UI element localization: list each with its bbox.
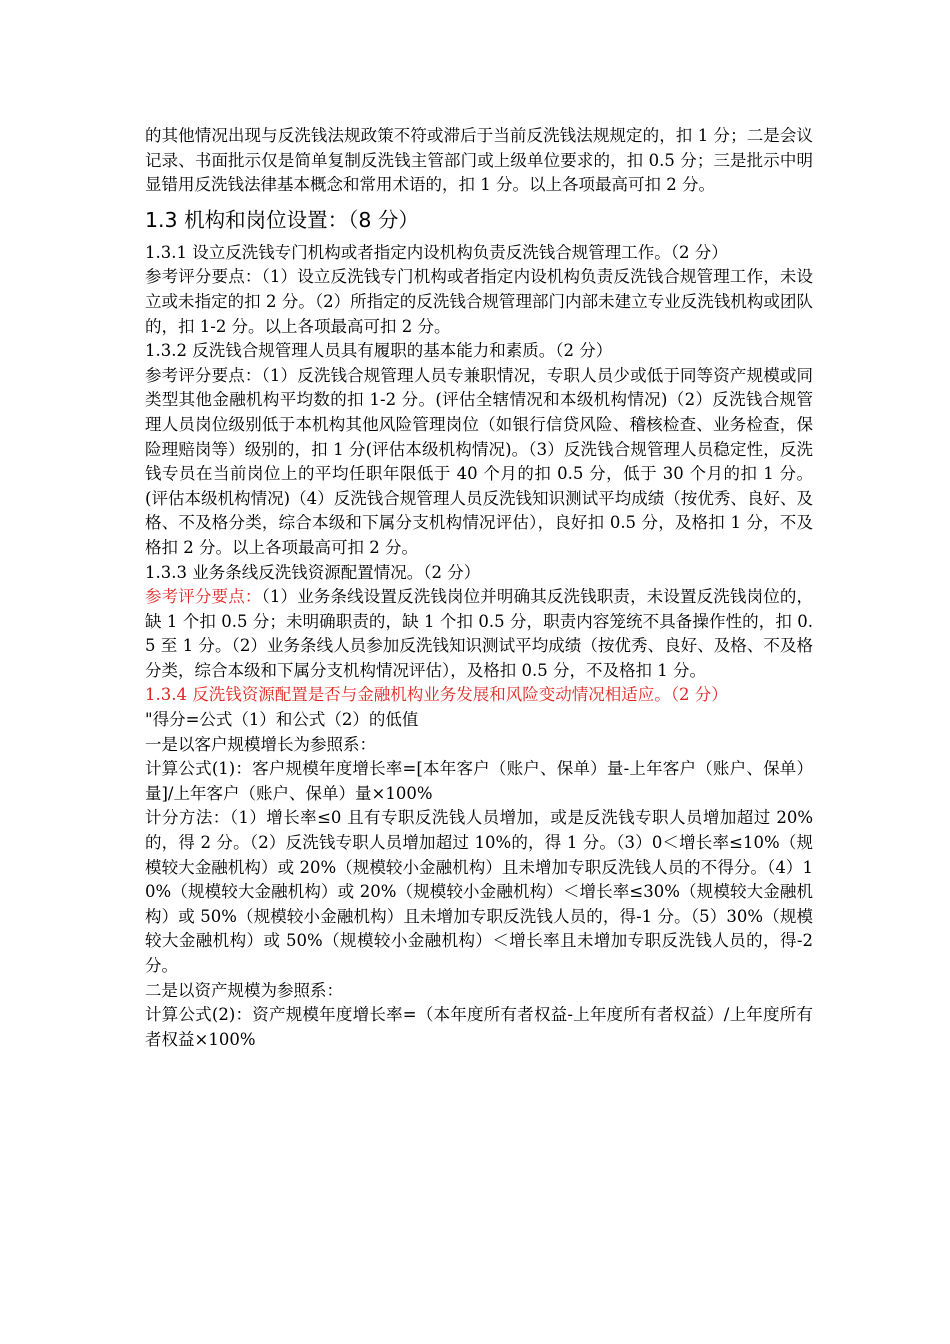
item-title: 1.3.2 反洗钱合规管理人员具有履职的基本能力和素质。（2 分）: [145, 341, 613, 361]
item-title: 1.3.1 设立反洗钱专门机构或者指定内设机构负责反洗钱合规管理工作。（2 分）: [145, 242, 728, 262]
reference-1-title: 一是以客户规模增长为参照系：: [145, 734, 376, 754]
criteria-text: （1）业务条线设置反洗钱岗位并明确其反洗钱职责，未设置反洗钱岗位的，缺 1 个扣 0.5 分；未明确职责的，缺 1 个扣 0.5 分，职责内容笼统不具备操作性的，扣 0.5 至 1 分。（2）业务条线人员参加反洗钱知识测试平均成绩（按优秀、良好、及格、不及格分类，综合本级和下属分支机构情况评估），及格扣 0.5 分，不及格扣 1 分。: [145, 587, 814, 680]
score-rule: "得分=公式（1）和公式（2）的低值: [145, 710, 419, 730]
criteria-text: （1）设立反洗钱专门机构或者指定内设机构负责反洗钱合规管理工作，未设立或未指定的扣 2 分。（2）所指定的反洗钱合规管理部门内部未建立专业反洗钱机构或团队的，扣 1-2 分。以上各项最高可扣 2 分。: [145, 267, 814, 336]
item-1-3-3: [145, 561, 813, 684]
intro-paragraph: 的其他情况出现与反洗钱法规政策不符或滞后于当前反洗钱法规规定的，扣 1 分；二是会议记录、书面批示仅是简单复制反洗钱主管部门或上级单位要求的，扣 0.5 分；三是批示中明显错用反洗钱法律基本概念和常用术语的，扣 1 分。以上各项最高可扣 2 分。: [145, 126, 813, 195]
criteria-label: 参考评分要点：: [145, 267, 262, 287]
item-1-3-2: [145, 339, 813, 560]
criteria-label-highlighted: 参考评分要点：: [145, 587, 262, 607]
item-criteria: [145, 585, 813, 683]
item-criteria: [145, 364, 813, 561]
item-title: 1.3.3 业务条线反洗钱资源配置情况。（2 分）: [145, 562, 481, 582]
page-content: [145, 124, 813, 1052]
criteria-text: （1）反洗钱合规管理人员专兼职情况，专职人员少或低于同等资产规模或同类型其他金融机构平均数的扣 1-2 分。(评估全辖情况和本级机构情况)（2）反洗钱合规管理人员岗位级别低于本机构其他风险管理岗位（如银行信贷风险、稽核检查、业务检查，保险理赔岗等）级别的，扣 1 分(评估本级机构情况)。（3）反洗钱合规管理人员稳定性，反洗钱专员在当前岗位上的平均任职年限低于 40 个月的扣 0.5 分，低于 30 个月的扣 1 分。(评估本级机构情况)（4）反洗钱合规管理人员反洗钱知识测试平均成绩（按优秀、良好、及格、不及格分类，综合本级和下属分支机构情况评估），良好扣 0.5 分，及格扣 1 分，不及格扣 2 分。以上各项最高可扣 2 分。: [145, 365, 814, 557]
scoring-method: 计分方法：（1）增长率≤0 且有专职反洗钱人员增加，或是反洗钱专职人员增加超过 20%的，得 2 分。（2）反洗钱专职人员增加超过 10%的，得 1 分。（3）0＜增长率≤10%（规模较大金融机构）或 20%（规模较小金融机构）且未增加专职反洗钱人员的不得分。（4）10%（规模较大金融机构）或 20%（规模较小金融机构）＜增长率≤30%（规模较大金融机构）或 50%（规模较小金融机构）且未增加专职反洗钱人员的，得-1 分。（5）30%（规模较大金融机构）或 50%（规模较小金融机构）＜增长率且未增加专职反洗钱人员的，得-2 分。: [145, 808, 813, 975]
formula-2: 计算公式(2)：资产规模年度增长率=（本年度所有者权益-上年度所有者权益）/上年度所有者权益×100%: [145, 1005, 813, 1049]
reference-2-title: 二是以资产规模为参照系：: [145, 980, 343, 1000]
item-criteria: [145, 265, 813, 339]
criteria-label: 参考评分要点：: [145, 365, 262, 385]
formula-1: 计算公式(1)：客户规模年度增长率=[本年客户（账户、保单）量-上年客户（账户、保单）量]/上年客户（账户、保单）量×100%: [145, 759, 813, 803]
section-heading: 1.3 机构和岗位设置：（8 分）: [145, 207, 419, 232]
item-title-highlighted: 1.3.4 反洗钱资源配置是否与金融机构业务发展和风险变动情况相适应。（2 分）: [145, 685, 728, 705]
item-1-3-4: [145, 683, 813, 1052]
item-1-3-1: [145, 241, 813, 339]
